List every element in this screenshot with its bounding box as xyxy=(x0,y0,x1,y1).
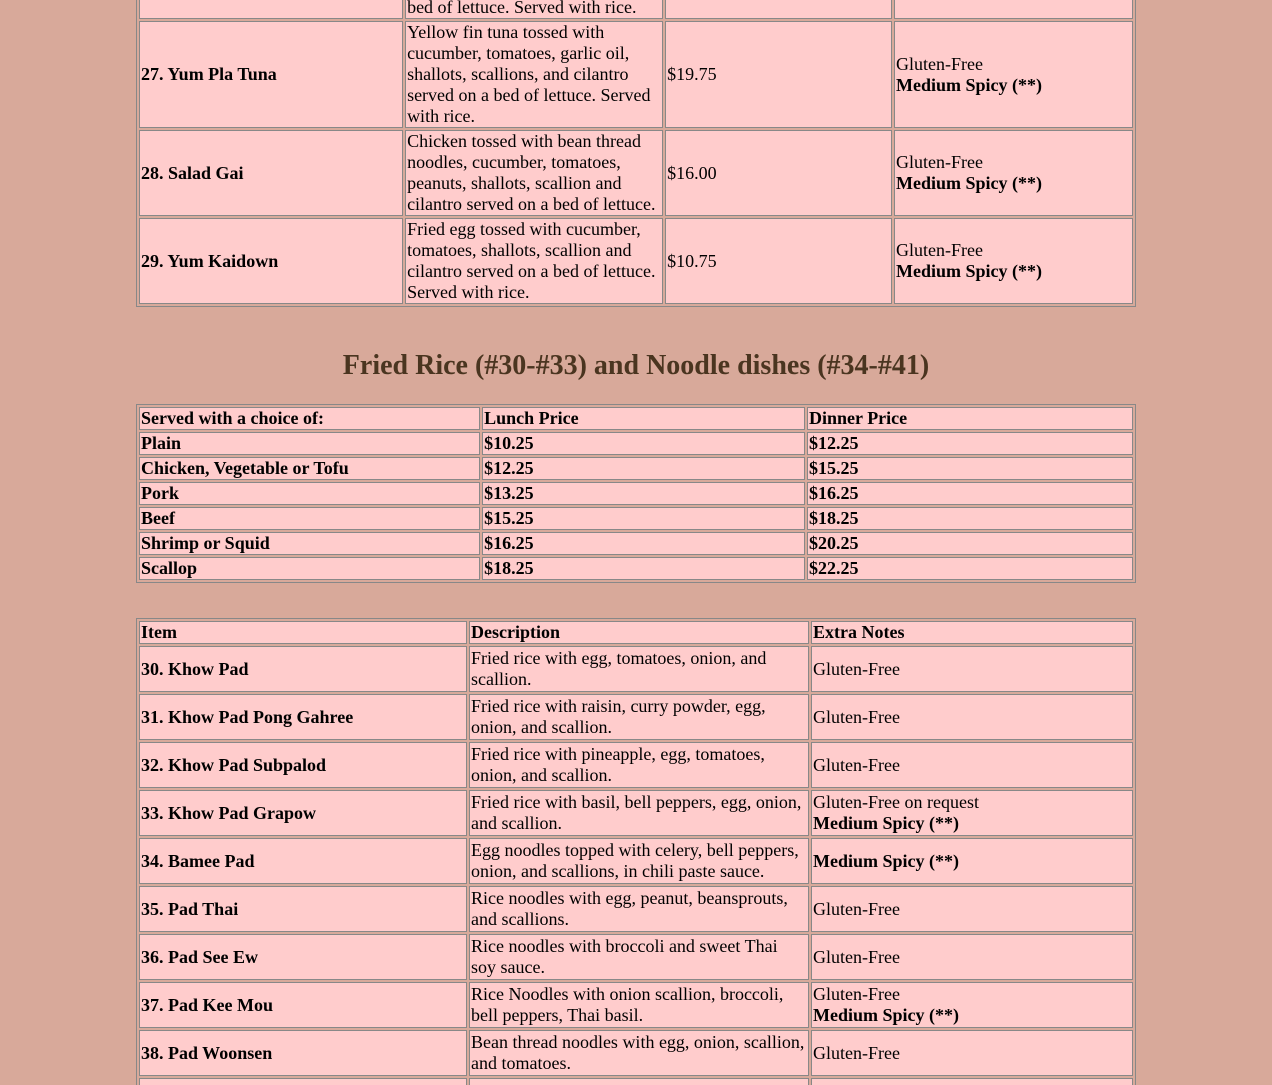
table-row xyxy=(139,1030,1133,1076)
lunch-price: $18.25 xyxy=(482,557,805,580)
item-description: Bean thread noodles with egg, onion, scallion, and tomatoes. xyxy=(469,1030,809,1076)
item-name: 36. Pad See Ew xyxy=(139,934,467,980)
gluten-free-note: Gluten-Free xyxy=(896,240,983,260)
gluten-free-note: Gluten-Free xyxy=(813,898,900,919)
salad-table xyxy=(136,0,1136,307)
table-row xyxy=(139,532,1133,555)
table-row xyxy=(139,694,1133,740)
spicy-note: Medium Spicy (**) xyxy=(896,261,1042,281)
gluten-free-note: Gluten-Free xyxy=(896,152,983,172)
table-row xyxy=(139,646,1133,692)
item-price xyxy=(665,0,892,19)
lunch-price: $16.25 xyxy=(482,532,805,555)
item-name: 35. Pad Thai xyxy=(139,886,467,932)
spicy-note: Medium Spicy (**) xyxy=(813,1005,960,1025)
table-row xyxy=(139,457,1133,480)
protein-choice: Plain xyxy=(139,432,480,455)
protein-choice: Chicken, Vegetable or Tofu xyxy=(139,457,480,480)
column-header: Served with a choice of: xyxy=(139,407,480,430)
table-row xyxy=(139,130,1133,216)
price-table xyxy=(136,404,1136,583)
column-header: Lunch Price xyxy=(482,407,805,430)
gluten-free-note: Gluten-Free xyxy=(813,658,900,679)
item-name: 28. Salad Gai xyxy=(139,130,403,216)
table-row xyxy=(139,838,1133,884)
spicy-note: Medium Spicy (**) xyxy=(896,173,1042,193)
dinner-price: $20.25 xyxy=(807,532,1133,555)
item-description: bed of lettuce. Served with rice. xyxy=(405,0,663,19)
dinner-price: $22.25 xyxy=(807,557,1133,580)
lunch-price: $10.25 xyxy=(482,432,805,455)
dinner-price: $15.25 xyxy=(807,457,1133,480)
item-name: 32. Khow Pad Subpalod xyxy=(139,742,467,788)
item-name xyxy=(139,0,403,19)
item-notes xyxy=(811,1078,1133,1085)
item-description: Fried rice with basil, bell peppers, egg, onion, and scallion. xyxy=(469,790,809,836)
table-row xyxy=(139,482,1133,505)
item-notes xyxy=(811,982,1133,1028)
gluten-free-note: Gluten-Free on request xyxy=(813,792,979,812)
item-description: Rice Noodles with onion scallion, broccoli, bell peppers, Thai basil. xyxy=(469,982,809,1028)
spicy-note: Medium Spicy (**) xyxy=(813,850,960,871)
section-heading: Fried Rice (#30-#33) and Noodle dishes (#34-#41) xyxy=(342,350,930,381)
items-table xyxy=(136,618,1136,1085)
spicy-note: Medium Spicy (**) xyxy=(896,74,1042,95)
item-description: Fried rice with raisin, curry powder, egg, onion, and scallion. xyxy=(469,694,809,740)
item-description: Egg noodles topped with celery, bell peppers, onion, and scallions, in chili paste sauce. xyxy=(469,838,809,884)
item-notes xyxy=(811,934,1133,980)
table-header-row xyxy=(139,621,1133,644)
table-row xyxy=(139,0,1133,19)
item-name: 29. Yum Kaidown xyxy=(139,218,403,304)
protein-choice: Beef xyxy=(139,507,480,530)
table-row xyxy=(139,790,1133,836)
item-name: 30. Khow Pad xyxy=(139,646,467,692)
column-header: Item xyxy=(139,621,467,644)
item-name: 27. Yum Pla Tuna xyxy=(139,21,403,128)
lunch-price: $15.25 xyxy=(482,507,805,530)
table-row xyxy=(139,432,1133,455)
spicy-note: Medium Spicy (**) xyxy=(813,813,960,833)
item-name xyxy=(139,1078,467,1085)
item-price: $16.00 xyxy=(665,130,892,216)
table-row xyxy=(139,1078,1133,1085)
table-row xyxy=(139,507,1133,530)
lunch-price: $12.25 xyxy=(482,457,805,480)
item-notes xyxy=(894,130,1133,216)
item-name: 37. Pad Kee Mou xyxy=(139,982,467,1028)
protein-choice: Pork xyxy=(139,482,480,505)
column-header: Description xyxy=(469,621,809,644)
item-description: Rice noodles with broccoli and sweet Thai soy sauce. xyxy=(469,934,809,980)
item-name: 38. Pad Woonsen xyxy=(139,1030,467,1076)
item-notes xyxy=(811,838,1133,884)
item-notes xyxy=(811,646,1133,692)
gluten-free-note: Gluten-Free xyxy=(813,754,900,775)
table-row xyxy=(139,886,1133,932)
gluten-free-note: Gluten-Free xyxy=(896,53,983,74)
dinner-price: $12.25 xyxy=(807,432,1133,455)
lunch-price: $13.25 xyxy=(482,482,805,505)
item-name: 33. Khow Pad Grapow xyxy=(139,790,467,836)
item-description: Rice noodles with egg, peanut, beansprouts, and scallions. xyxy=(469,886,809,932)
table-row xyxy=(139,218,1133,304)
table-row xyxy=(139,934,1133,980)
item-notes xyxy=(811,790,1133,836)
item-description: Fried rice with egg, tomatoes, onion, and scallion. xyxy=(469,646,809,692)
item-notes xyxy=(811,886,1133,932)
gluten-free-note: Gluten-Free xyxy=(813,984,900,1004)
gluten-free-note: Gluten-Free xyxy=(813,706,900,727)
item-description: Chicken tossed with bean thread noodles, cucumber, tomatoes, peanuts, shallots, scallion and cilantro served on a bed of lettuce. xyxy=(405,130,663,216)
gluten-free-note: Gluten-Free xyxy=(813,1042,900,1063)
item-notes xyxy=(811,694,1133,740)
item-notes xyxy=(894,0,1133,19)
dinner-price: $18.25 xyxy=(807,507,1133,530)
table-row xyxy=(139,982,1133,1028)
gluten-free-note: Gluten-Free xyxy=(813,946,900,967)
item-description xyxy=(469,1078,809,1085)
item-price: $19.75 xyxy=(665,21,892,128)
item-description: Fried egg tossed with cucumber, tomatoes, shallots, scallion and cilantro served on a bed of lettuce. Served with rice. xyxy=(405,218,663,304)
item-notes xyxy=(894,21,1133,128)
item-name: 34. Bamee Pad xyxy=(139,838,467,884)
item-notes xyxy=(811,1030,1133,1076)
dinner-price: $16.25 xyxy=(807,482,1133,505)
item-description: Fried rice with pineapple, egg, tomatoes, onion, and scallion. xyxy=(469,742,809,788)
item-notes xyxy=(894,218,1133,304)
item-name: 31. Khow Pad Pong Gahree xyxy=(139,694,467,740)
table-row xyxy=(139,21,1133,128)
table-row xyxy=(139,742,1133,788)
column-header: Dinner Price xyxy=(807,407,1133,430)
protein-choice: Shrimp or Squid xyxy=(139,532,480,555)
item-description: Yellow fin tuna tossed with cucumber, tomatoes, garlic oil, shallots, scallions, and cilantro served on a bed of lettuce. Served with rice. xyxy=(405,21,663,128)
column-header: Extra Notes xyxy=(811,621,1133,644)
item-notes xyxy=(811,742,1133,788)
table-row xyxy=(139,557,1133,580)
protein-choice: Scallop xyxy=(139,557,480,580)
table-header-row xyxy=(139,407,1133,430)
item-price: $10.75 xyxy=(665,218,892,304)
